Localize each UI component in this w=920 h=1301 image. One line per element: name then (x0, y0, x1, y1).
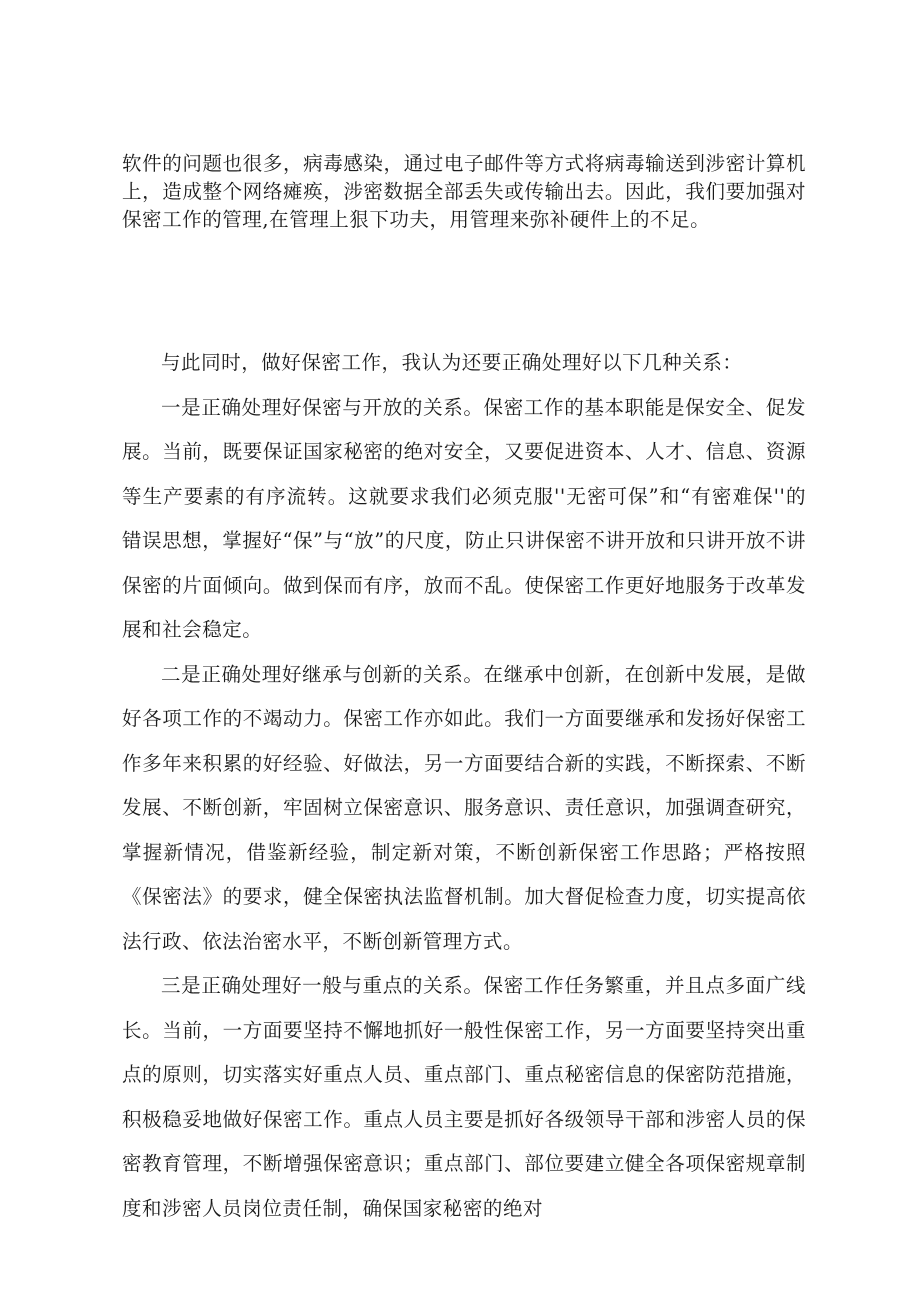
paragraph-intro: 与此同时，做好保密工作，我认为还要正确处理好以下几种关系： (161, 351, 743, 374)
paragraph-point-one: 一是正确处理好保密与开放的关系。保密工作的基本职能是保安全、促发展。当前，既要保证国家秘密的绝对安全，又要促进资本、人才、信息、资源等生产要素的有序流转。这就要求我们必须克服''无密可保”和“有密难保''的错误思想，掌握好“保”与“放”的尺度，防止只讲保密不讲开放和只讲开放不讲保密的片面倾向。做到保而有序，放而不乱。使保密工作更好地服务于改革发展和社会稳定。 (122, 395, 806, 641)
opening-text-block (122, 150, 806, 234)
paragraph-continuation: 软件的问题也很多，病毒感染，通过电子邮件等方式将病毒输送到涉密计算机上，造成整个网络瘫痪，涉密数据全部丢失或传输出去。因此，我们要加强对保密工作的管理,在管理上狠下功夫，用管理来弥补硬件上的不足。 (122, 152, 806, 231)
main-text-block (122, 341, 806, 1231)
paragraph-point-two: 二是正确处理好继承与创新的关系。在继承中创新，在创新中发展，是做好各项工作的不竭动力。保密工作亦如此。我们一方面要继承和发扬好保密工作多年来积累的好经验、好做法，另一方面要结合新的实践，不断探索、不断发展、不断创新，牢固树立保密意识、服务意识、责任意识，加强调查研究，掌握新情况，借鉴新经验，制定新对策，不断创新保密工作思路；严格按照《保密法》的要求，健全保密执法监督机制。加大督促检查力度，切实提高依法行政、依法治密水平，不断创新管理方式。 (122, 662, 806, 953)
paragraph-point-three: 三是正确处理好一般与重点的关系。保密工作任务繁重，并且点多面广线长。当前，一方面要坚持不懈地抓好一般性保密工作，另一方面要坚持突出重点的原则，切实落实好重点人员、重点部门、重点秘密信息的保密防范措施，积极稳妥地做好保密工作。重点人员主要是抓好各级领导干部和涉密人员的保密教育管理，不断增强保密意识；重点部门、部位要建立健全各项保密规章制度和涉密人员岗位责任制，确保国家秘密的绝对 (122, 974, 806, 1220)
